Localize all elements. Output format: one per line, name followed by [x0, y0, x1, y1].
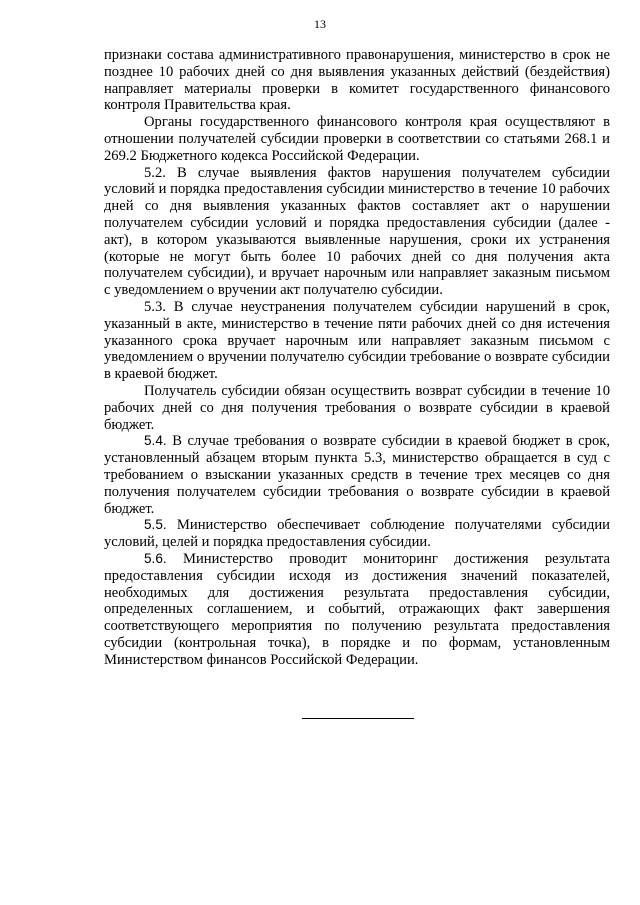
clause-text-5-5: Министерство обеспечивает соблюдение получателями субсидии условий, целей и порядка предоставления субсидии.: [104, 517, 610, 551]
document-body: [104, 47, 610, 668]
paragraph-5-3: 5.3. В случае неустранения получателем субсидии нарушений в срок, указанный в акте, министерство в течение пяти рабочих дней со дня истечения указанного срока вручает нарочным или направляет заказным письмом с уведомлением о вручении получателю субсидии требование о возврате субсидии в краевой бюджет.: [104, 298, 610, 383]
paragraph-refund-obligation: Получатель субсидии обязан осуществить возврат субсидии в течение 10 рабочих дней со дня получения требования о возврате субсидии в краевой бюджет.: [104, 382, 610, 433]
clause-text-5-4: В случае требования о возврате субсидии в краевой бюджет в срок, установленный абзацем вторым пункта 5.3, министерство обращается в суд с требованием о взыскании указанных средств в течение трех месяцев со дня получения получателем субсидии требования о возврате субсидии в краевой бюджет.: [104, 433, 610, 517]
page-number: 13: [314, 17, 326, 31]
paragraph-5-4: [104, 433, 610, 517]
paragraph-5-6: [104, 551, 610, 669]
clause-number-5-6: 5.6.: [144, 550, 167, 566]
clause-text-5-6: Министерство проводит мониторинг достижения результата предоставления субсидии исходя из достижения значений показателей, необходимых для достижения результата предоставления субсидии, определенных соглашением, и событий, отражающих факт завершения соответствующего мероприятия по получению результата предоставления субсидии (контрольная точка), в порядке и по формам, установленным Министерством финансов Российской Федерации.: [104, 550, 610, 668]
clause-number-5-5: 5.5.: [144, 517, 167, 533]
clause-number-5-4: 5.4.: [144, 433, 167, 449]
paragraph-5-5: [104, 517, 610, 551]
end-separator-line: [302, 718, 414, 719]
paragraph-control-bodies: Органы государственного финансового контроля края осуществляют в отношении получателей субсидии проверки в соответствии со статьями 268.1 и 269.2 Бюджетного кодекса Российской Федерации.: [104, 114, 610, 164]
paragraph-continuation: признаки состава административного правонарушения, министерство в срок не позднее 10 рабочих дней со дня выявления указанных действий (бездействия) направляет материалы проверки в комитет государственного финансового контроля Правительства края.: [104, 47, 610, 114]
paragraph-5-2: 5.2. В случае выявления фактов нарушения получателем субсидии условий и порядка предоставления субсидии министерство в течение 10 рабочих дней со дня выявления указанных фактов составляет акт о нарушении получателем субсидии условий и порядка предоставления субсидии (далее - акт), в котором указываются выявленные нарушения, сроки их устранения (которые не могут быть более 10 рабочих дней со дня получения акта получателем субсидии), и вручает нарочным или направляет заказным письмом с уведомлением о вручении акт получателю субсидии.: [104, 164, 610, 299]
